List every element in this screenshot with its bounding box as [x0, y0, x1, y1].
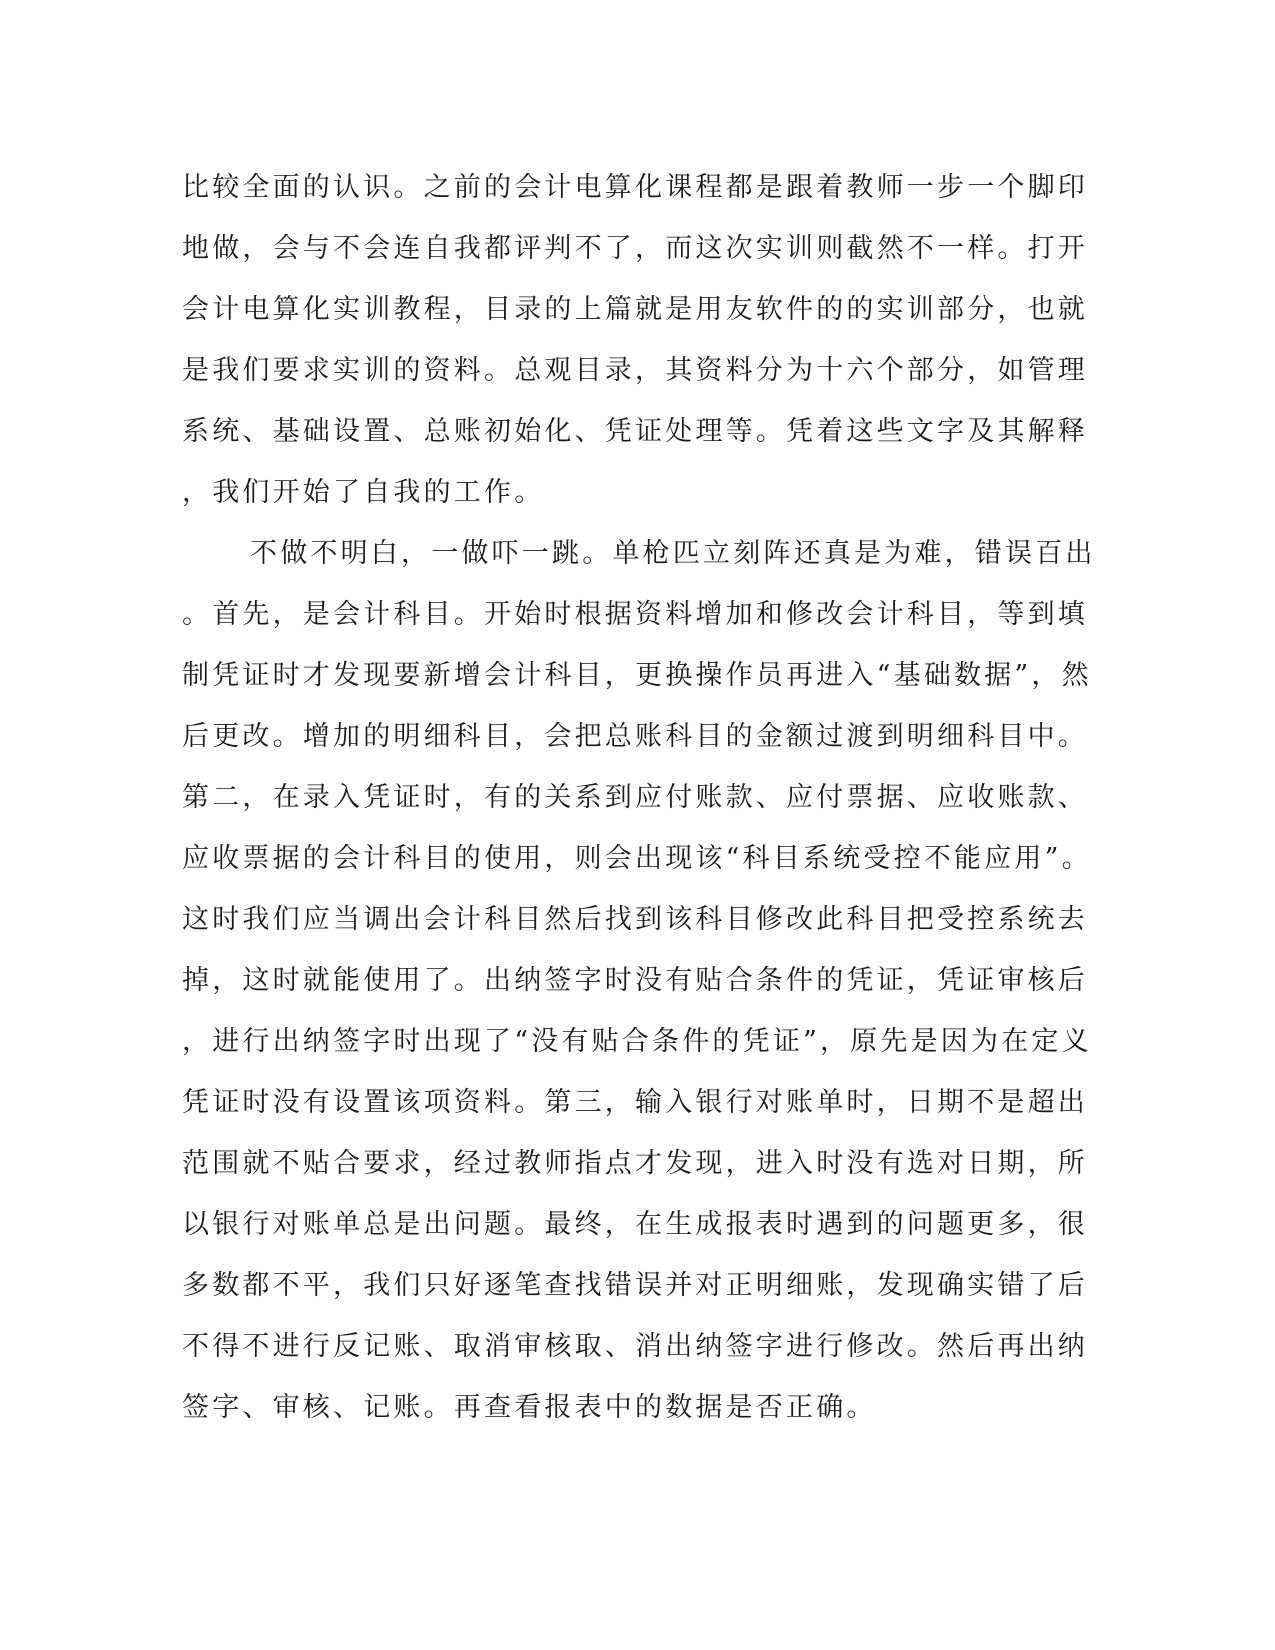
text-line: 制凭证时才发现要新增会计科目，更换操作员再进入“基础数据”，然: [182, 660, 1092, 691]
text-line: 不得不进行反记账、取消审核取、消出纳签字进行修改。然后再出纳: [182, 1331, 1088, 1362]
text-line: 系统、基础设置、总账初始化、凭证处理等。凭着这些文字及其解释: [182, 416, 1088, 447]
text-line: 凭证时没有设置该项资料。第三，输入银行对账单时，日期不是超出: [182, 1087, 1088, 1118]
text-line: 后更改。增加的明细科目，会把总账科目的金额过渡到明细科目中。: [182, 721, 1088, 752]
text-line: 签字、审核、记账。再查看报表中的数据是否正确。: [182, 1392, 877, 1423]
text-line: 比较全面的认识。之前的会计电算化课程都是跟着教师一步一个脚印: [182, 172, 1088, 203]
text-line: 多数都不平，我们只好逐笔查找错误并对正明细账，发现确实错了后: [182, 1270, 1088, 1301]
text-line: 。首先，是会计科目。开始时根据资料增加和修改会计科目，等到填: [182, 599, 1088, 630]
text-line: 是我们要求实训的资料。总观目录，其资料分为十六个部分，如管理: [182, 355, 1088, 386]
text-line: 这时我们应当调出会计科目然后找到该科目修改此科目把受控系统去: [182, 904, 1088, 935]
text-line: 地做，会与不会连自我都评判不了，而这次实训则截然不一样。打开: [182, 233, 1088, 264]
text-line-indented: 不做不明白，一做吓一跳。单枪匹立刻阵还真是为难，错误百出: [250, 538, 1096, 569]
paragraph-2: [182, 523, 1096, 1438]
text-line: 掉，这时就能使用了。出纳签字时没有贴合条件的凭证，凭证审核后: [182, 965, 1088, 996]
text-line: ，我们开始了自我的工作。: [182, 477, 545, 508]
text-line: 范围就不贴合要求，经过教师指点才发现，进入时没有选对日期，所: [182, 1148, 1088, 1179]
document-body: [182, 157, 1096, 1438]
text-line: 以银行对账单总是出问题。最终，在生成报表时遇到的问题更多，很: [182, 1209, 1088, 1240]
text-line: 第二，在录入凭证时，有的关系到应付账款、应付票据、应收账款、: [182, 782, 1088, 813]
paragraph-1: [182, 157, 1088, 523]
text-line: 应收票据的会计科目的使用，则会出现该“科目系统受控不能应用”。: [182, 843, 1092, 874]
text-line: ，进行出纳签字时出现了“没有贴合条件的凭证”，原先是因为在定义: [182, 1026, 1092, 1057]
text-line: 会计电算化实训教程，目录的上篇就是用友软件的的实训部分，也就: [182, 294, 1088, 325]
